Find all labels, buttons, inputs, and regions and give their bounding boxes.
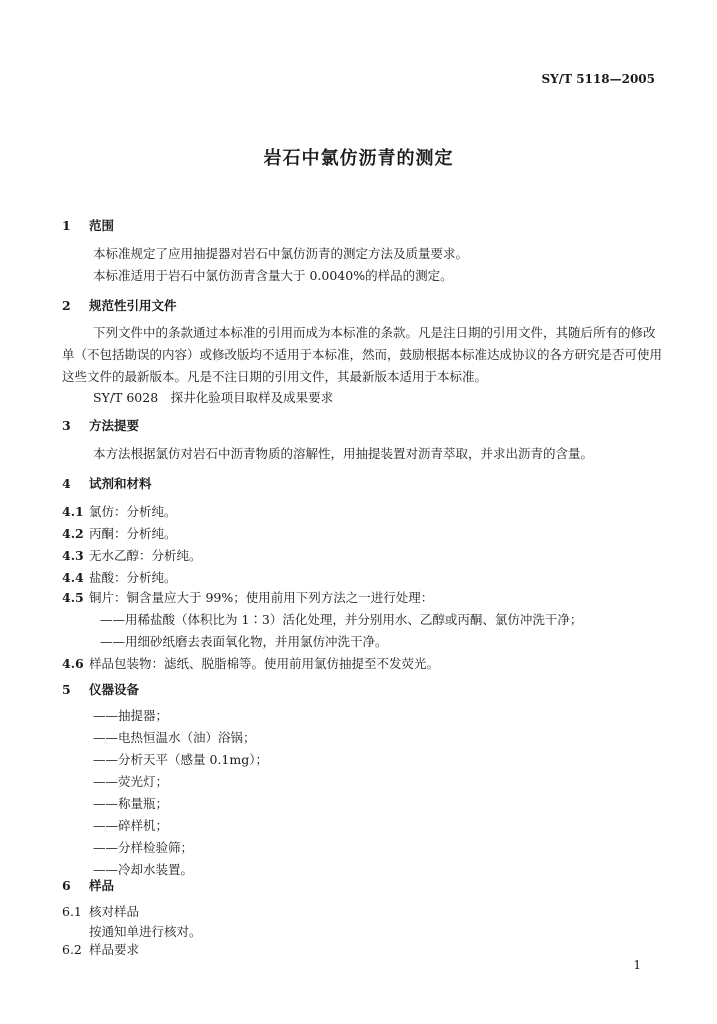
subsection-title: 核对样品 <box>89 904 140 919</box>
equipment-item: ——冷却水装置。 <box>93 862 194 877</box>
item-4-2 <box>62 524 177 542</box>
section-3-heading <box>62 416 139 434</box>
section-title: 规范性引用文件 <box>89 298 177 313</box>
section-5-heading <box>62 680 139 698</box>
item-text: 丙酮：分析纯。 <box>89 526 177 541</box>
item-number: 4.5 <box>62 590 84 605</box>
equipment-item: ——分析天平（感量 0.1mg）； <box>93 752 268 767</box>
equipment-item: ——电热恒温水（油）浴锅； <box>93 730 256 745</box>
subsection-number: 6.2 <box>62 942 82 957</box>
item-text: 盐酸：分析纯。 <box>89 570 177 585</box>
section-number: 6 <box>62 878 71 893</box>
item-4-5-dash-1: ——用稀盐酸（体积比为 1∶3）活化处理，并分别用水、乙醇或丙酮、氯仿冲洗干净； <box>100 612 583 627</box>
section-2-reference: SY/T 6028 探井化验项目取样及成果要求 <box>93 390 334 405</box>
item-4-6 <box>62 654 439 672</box>
section-number: 4 <box>62 476 71 491</box>
section-number: 5 <box>62 682 71 697</box>
item-4-1 <box>62 502 177 520</box>
item-number: 4.4 <box>62 570 84 585</box>
section-4-heading <box>62 474 152 492</box>
section-2-paragraph: 下列文件中的条款通过本标准的引用而成为本标准的条款。凡是注日期的引用文件，其随后所有的修改单（不包括勘误的内容）或修改版均不适用于本标准，然而，鼓励根据本标准达成协议的各方研究是否可使用这些文件的最新版本。凡是不注日期的引用文件，其最新版本适用于本标准。 <box>62 325 663 384</box>
subsection-number: 6.1 <box>62 904 82 919</box>
item-text: 铜片：铜含量应大于 99%；使用前用下列方法之一进行处理： <box>89 590 434 605</box>
section-1-para-1: 本标准规定了应用抽提器对岩石中氯仿沥青的测定方法及质量要求。 <box>93 246 469 261</box>
section-1-para-2: 本标准适用于岩石中氯仿沥青含量大于 0.0040%的样品的测定。 <box>93 268 453 283</box>
item-number: 4.1 <box>62 504 84 519</box>
item-number: 4.6 <box>62 656 84 671</box>
item-text: 氯仿：分析纯。 <box>89 504 177 519</box>
item-4-5-dash-2: ——用细砂纸磨去表面氧化物，并用氯仿冲洗干净。 <box>100 634 388 649</box>
equipment-item: ——称量瓶； <box>93 796 169 811</box>
section-2-heading <box>62 296 177 314</box>
section-number: 2 <box>62 298 71 313</box>
item-4-5 <box>62 588 433 606</box>
item-number: 4.2 <box>62 526 84 541</box>
item-4-4 <box>62 568 177 586</box>
section-title: 样品 <box>89 878 115 893</box>
section-title: 仪器设备 <box>89 682 140 697</box>
section-number: 1 <box>62 218 71 233</box>
standard-code: SY/T 5118—2005 <box>541 72 655 86</box>
item-text: 无水乙醇：分析纯。 <box>89 548 202 563</box>
item-number: 4.3 <box>62 548 84 563</box>
document-title: 岩石中氯仿沥青的测定 <box>263 148 454 169</box>
equipment-item: ——分样检验筛； <box>93 840 194 855</box>
page-number: 1 <box>633 958 641 972</box>
subsection-title: 样品要求 <box>89 942 140 957</box>
section-6-heading <box>62 876 114 894</box>
subsection-6-1-heading <box>62 902 139 920</box>
subsection-6-1-text: 按通知单进行核对。 <box>89 924 202 939</box>
equipment-item: ——荧光灯； <box>93 774 169 789</box>
section-title: 方法提要 <box>89 418 140 433</box>
section-title: 范围 <box>89 218 115 233</box>
section-3-paragraph: 本方法根据氯仿对岩石中沥青物质的溶解性，用抽提装置对沥青萃取，并求出沥青的含量。 <box>93 446 594 461</box>
section-1-heading <box>62 216 114 234</box>
section-title: 试剂和材料 <box>89 476 152 491</box>
equipment-item: ——抽提器； <box>93 708 169 723</box>
subsection-6-2-heading <box>62 940 139 958</box>
equipment-item: ——碎样机； <box>93 818 169 833</box>
section-number: 3 <box>62 418 71 433</box>
item-text: 样品包装物：滤纸、脱脂棉等。使用前用氯仿抽提至不发荧光。 <box>89 656 440 671</box>
item-4-3 <box>62 546 202 564</box>
